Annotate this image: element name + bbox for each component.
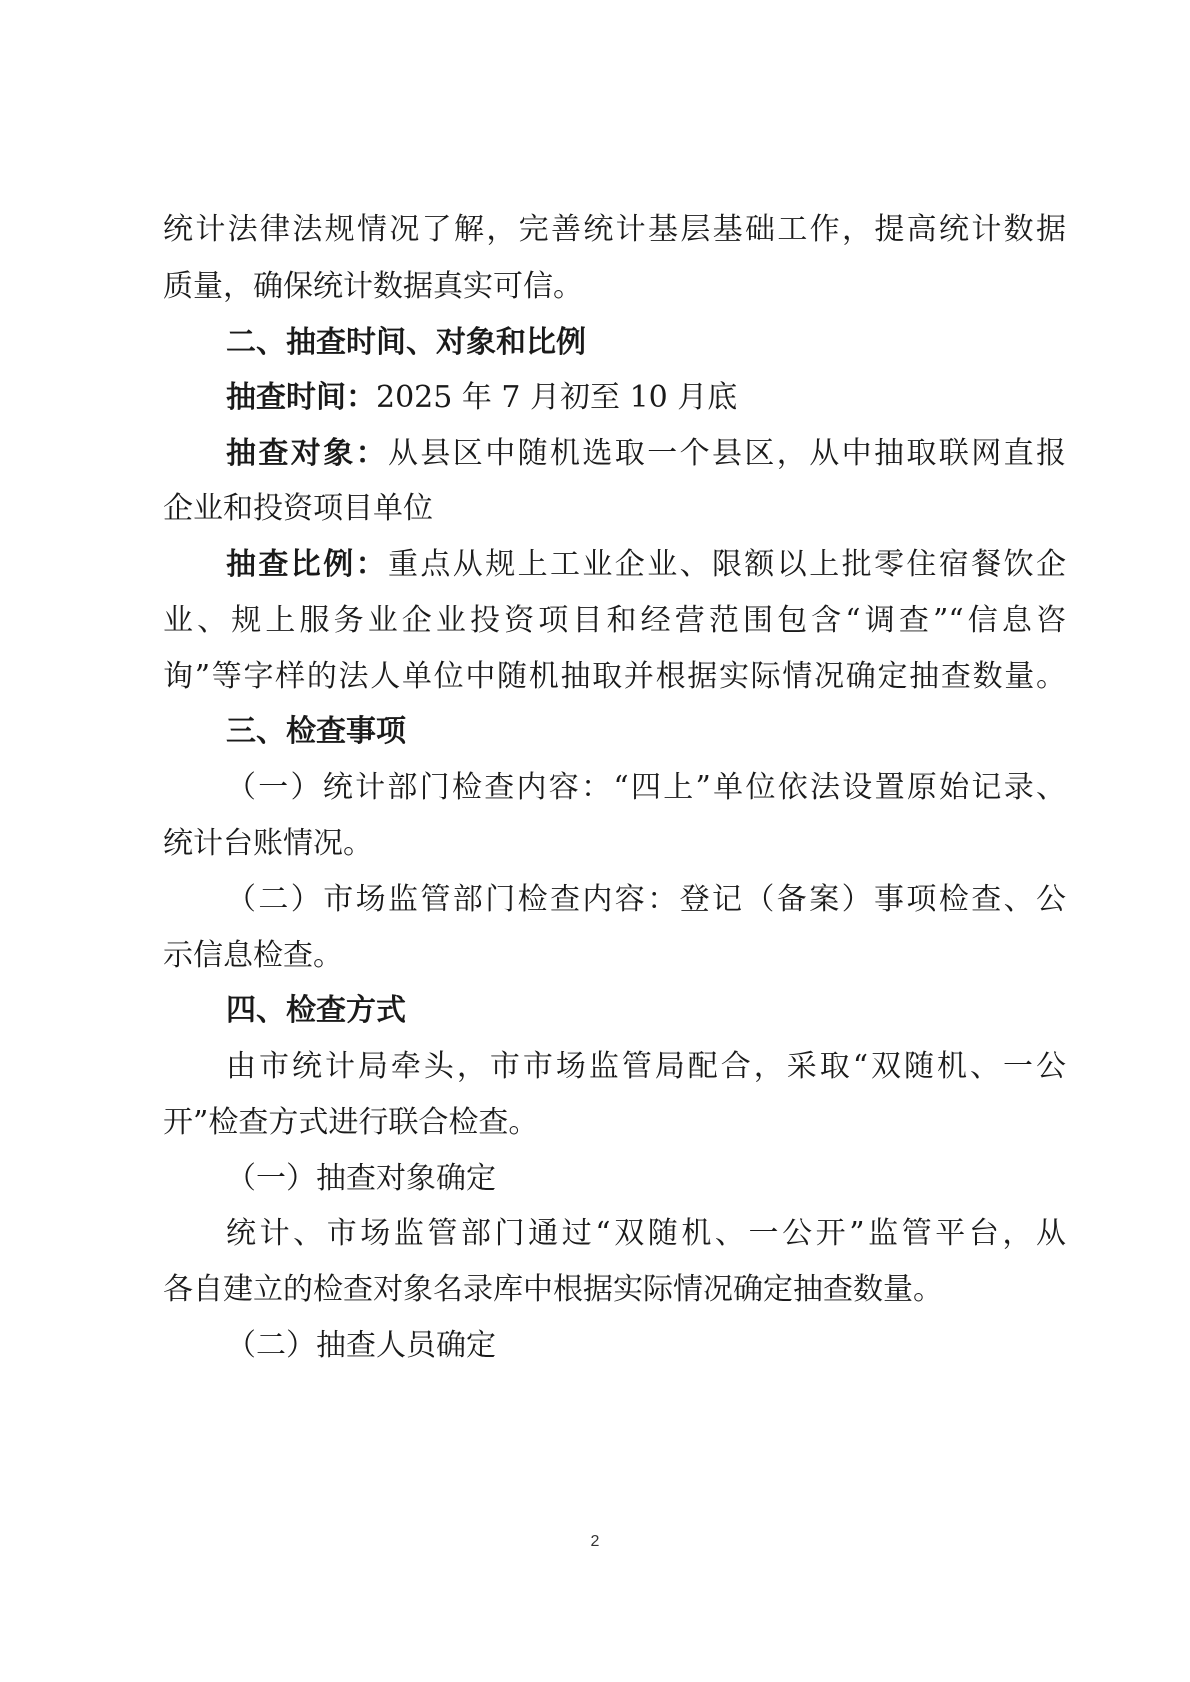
section-heading: 三、检查事项 (226, 714, 406, 749)
field-value: 重点从规上工业企业、限额以上批零住宿餐饮企 (388, 547, 1066, 582)
subsection-heading: （一）抽查对象确定 (226, 1161, 496, 1196)
section-heading: 二、抽查时间、对象和比例 (226, 325, 586, 360)
page-number: 2 (590, 1533, 600, 1550)
paragraph-ratio (226, 545, 1066, 585)
body-line: 统计、市场监管部门通过“双随机、一公开”监管平台，从 (226, 1216, 1066, 1251)
body-line: 各自建立的检查对象名录库中根据实际情况确定抽查数量。 (163, 1272, 943, 1307)
field-value: 从县区中随机选取一个县区，从中抽取联网直报 (388, 436, 1066, 471)
subsection-heading: （二）抽查人员确定 (226, 1328, 496, 1363)
body-line: 统计台账情况。 (163, 826, 373, 861)
body-line: 示信息检查。 (163, 938, 343, 973)
body-line: 企业和投资项目单位 (163, 491, 433, 526)
body-line: 询”等字样的法人单位中随机抽取并根据实际情况确定抽查数量。 (163, 659, 1066, 694)
body-line: （二）市场监管部门检查内容：登记（备案）事项检查、公 (226, 882, 1066, 917)
body-line: 质量，确保统计数据真实可信。 (163, 269, 583, 304)
body-line: 统计法律法规情况了解，完善统计基层基础工作，提高统计数据 (163, 212, 1066, 247)
field-label: 抽查时间： (226, 380, 376, 415)
section-heading: 四、检查方式 (226, 993, 406, 1028)
field-value: 2025 年 7 月初至 10 月底 (376, 380, 738, 415)
field-label: 抽查对象： (226, 436, 388, 471)
body-line: 业、规上服务业企业投资项目和经营范围包含“调查”“信息咨 (163, 603, 1066, 638)
paragraph-time (226, 378, 1066, 418)
body-line: 由市统计局牵头，市市场监管局配合，采取“双随机、一公 (226, 1049, 1066, 1084)
body-line: 开”检查方式进行联合检查。 (163, 1105, 539, 1140)
body-line: （一）统计部门检查内容：“四上”单位依法设置原始记录、 (226, 770, 1066, 805)
field-label: 抽查比例： (226, 547, 388, 582)
paragraph-object (226, 434, 1066, 474)
